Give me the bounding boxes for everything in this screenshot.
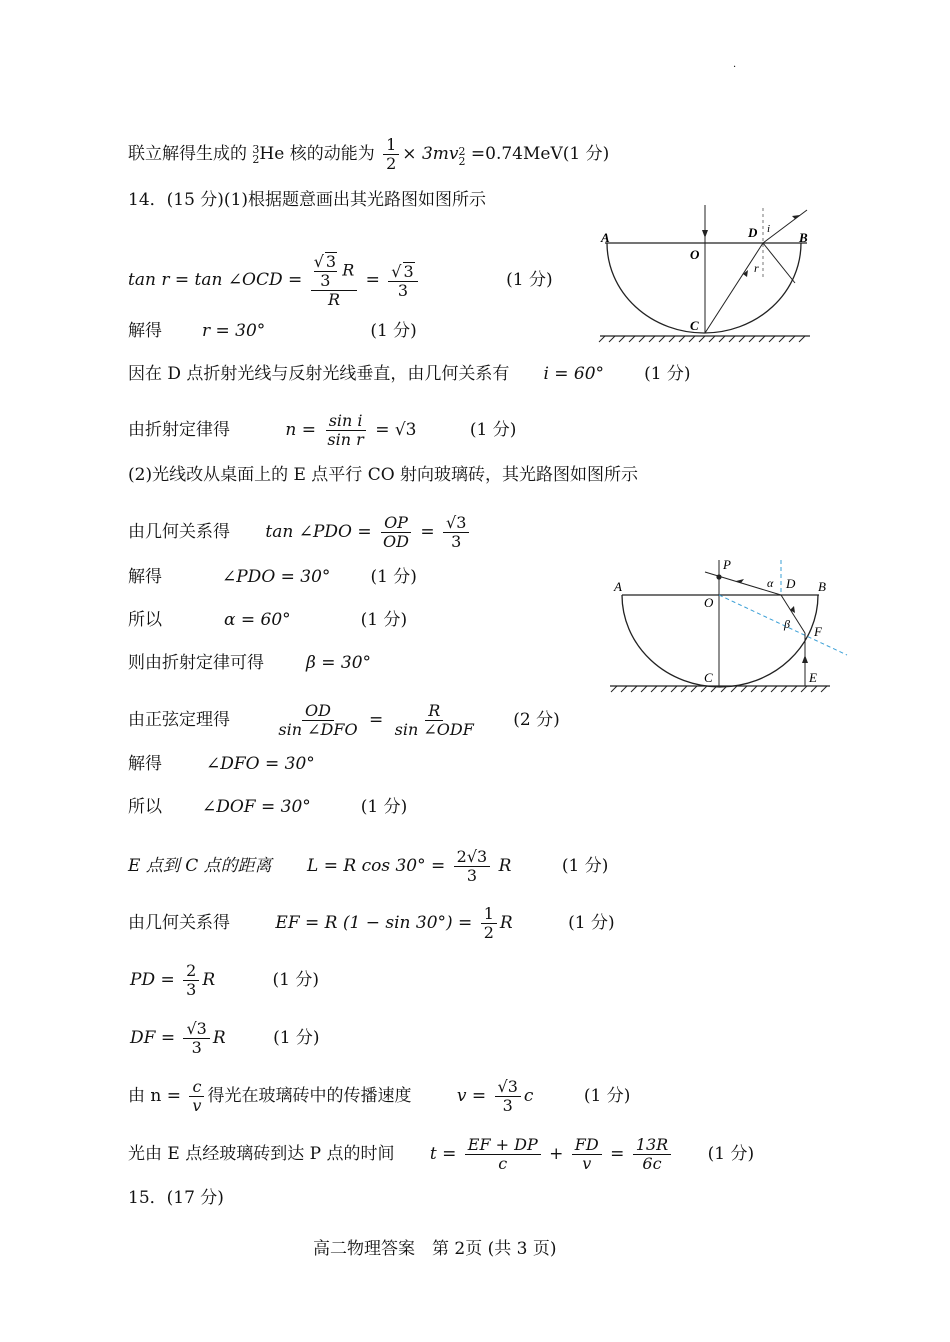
answer-line-1: 联立解得生成的 3 2 He 核的动能为 $\frac{1}{2}$ × $3mv^2_2 =0.74MeV(1$ 分) (128, 135, 610, 173)
svg-text:O: O (704, 595, 714, 610)
svg-text:i: i (767, 223, 771, 235)
svg-text:r: r (754, 261, 759, 275)
svg-text:A: A (601, 230, 610, 245)
distance-ec: E 点到 C 点的距离 L = R cos 30° = $\frac{2√3}{3}$ R (1 分) (128, 847, 609, 885)
svg-text:P: P (723, 557, 731, 572)
fraction-ocd: $\frac{√ 3}{3}$ R R (311, 252, 358, 309)
alpha-line: 所以 α = 60° (1 分) (128, 610, 408, 630)
tan-r-equation: tan r = tan ∠OCD = $\frac{√ 3}{3}$ R R = $\frac{√ 3}{3}$ (1 分) (128, 252, 553, 309)
refraction-law-1: 由折射定律得 n = $\frac{\text{sin i}}{\text{sin r}}$ = √3 (1 分) (128, 411, 517, 449)
svg-text:O: O (690, 247, 700, 262)
svg-text:D: D (786, 576, 796, 591)
speed-in-glass: 由 n = $\frac{c}{v}$ 得光在玻璃砖中的传播速度 v = $\frac{√3}{3}$ c (1 分) (128, 1077, 631, 1115)
tan-pdo: 由几何关系得 tan ∠PDO = $\frac{OP}{OD}$ = $\frac{√3}{3}$ (128, 514, 472, 551)
pd-length: PD = $\frac{2}{3}$ R (1 分) (130, 961, 320, 999)
svg-text:B: B (818, 579, 826, 594)
svg-text:α: α (767, 576, 774, 590)
svg-text:C: C (690, 318, 699, 333)
fraction-half: $\frac{1}{2}$ (383, 136, 399, 173)
solve-r: 解得 r = 30° (1 分) (128, 321, 417, 341)
part-2-intro: (2)光线改从桌面上的 E 点平行 CO 射向玻璃砖，其光路图如图所示 (128, 465, 639, 485)
page-footer: 高二物理答案 第 2页 (共 3 页) (313, 1239, 557, 1259)
fraction-sin: $\frac{\text{sin i}}{\text{sin r}}$ (327, 411, 364, 449)
svg-text:B: B (799, 230, 808, 245)
dof-line: 所以 ∠DOF = 30° (1 分) (128, 797, 408, 817)
svg-text:C: C (704, 670, 713, 685)
beta-line: 则由折射定律可得 β = 30° (128, 653, 372, 673)
figure-1-light-path (595, 200, 820, 345)
svg-text:D: D (748, 225, 758, 240)
question-15-heading: 15．(17 分) (128, 1188, 224, 1208)
question-14-heading: 14．(15 分)(1)根据题意画出其光路图如图所示 (128, 190, 487, 210)
isotope-index: 3 2 (252, 142, 260, 166)
solve-dfo: 解得 ∠DFO = 30° (128, 754, 315, 774)
sine-rule: 由正弦定理得 $\frac{OD}{\text{sin ∠DFO}}$ = $\frac{R}{\text{sin ∠ODF}}$ (2 分) (128, 701, 560, 739)
fraction-root3-over-3: $\frac{√ 3}{3}$ (388, 262, 417, 300)
travel-time: 光由 E 点经玻璃砖到达 P 点的时间 t = $\frac{EF + DP}{c}$ + $\frac{FD}{v}$ = $\frac{13R}{6c}$ (1 分) (128, 1135, 755, 1173)
ef-length: 由几何关系得 EF = R (1 − sin 30°) = $\frac{1}{2}$ R (1 分) (128, 904, 615, 942)
svg-text:β: β (784, 617, 790, 631)
angle-i-line: 因在 D 点折射光线与反射光线垂直，由几何关系有 i = 60° (1 分) (128, 364, 691, 384)
figure-2-light-path (605, 555, 855, 697)
solve-pdo: 解得 ∠PDO = 30° (1 分) (128, 567, 417, 587)
df-length: DF = $\frac{√3}{3}$ R (1 分) (130, 1019, 320, 1057)
svg-text:F: F (814, 624, 822, 639)
page-dot: · (733, 62, 737, 73)
svg-text:E: E (809, 670, 817, 685)
svg-text:A: A (614, 579, 622, 594)
